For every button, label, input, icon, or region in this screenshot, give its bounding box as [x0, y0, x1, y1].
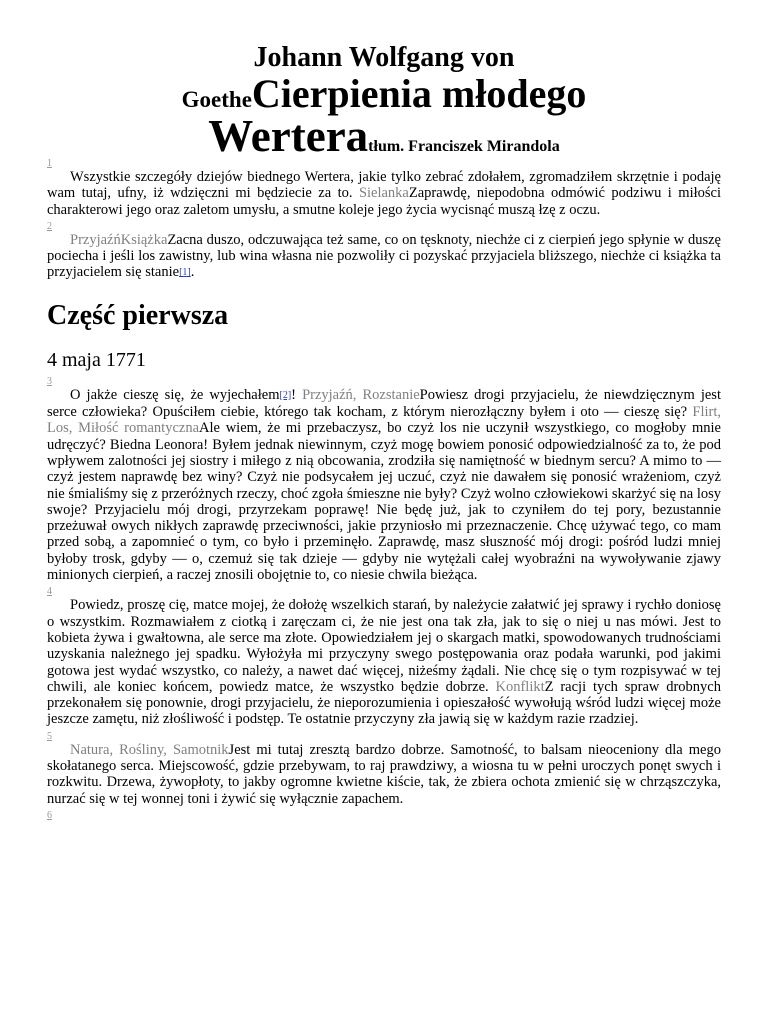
motif-tag: Flirt, Los, Miłość romantyczna [47, 404, 721, 437]
paragraph-text: Wszystkie szczegóły dziejów biednego Wertera, jakie tylko zebrać zdołałem, zgromadziłem skrzętnie i podaję wam tutaj, ufny, iż wdzięczni mi będziecie za to. [47, 169, 721, 202]
paragraph-number-link[interactable]: 6 [47, 809, 52, 821]
title-line-2 [47, 71, 721, 116]
body-paragraph [47, 742, 721, 807]
paragraph-text: ! [291, 386, 303, 403]
book-title-part1: Cierpienia młodego [251, 71, 587, 116]
title-author-line: Johann Wolfgang von [253, 42, 515, 73]
body-paragraph [47, 387, 721, 584]
footnote-link[interactable]: [1] [179, 267, 191, 279]
paragraph-number-link[interactable]: 3 [47, 375, 52, 387]
paragraph-text: . [190, 264, 195, 281]
intro-paragraph [47, 232, 721, 282]
part-heading: Część pierwsza [47, 299, 229, 331]
paragraph-text: Powiesz drogi przyjacielu, że niewdzięcznym jest serce człowieka? Opuściłem ciebie, którego tak kocham, z którym nierozłączny byłem i oto — cieszę się? [47, 386, 721, 421]
intro-paragraph [47, 169, 721, 218]
motif-tag: PrzyjaźńKsiążka [70, 231, 168, 248]
paragraph-number-link[interactable]: 1 [47, 158, 52, 169]
author-surname: Goethe [181, 87, 252, 112]
motif-tag: Konflikt [495, 678, 545, 695]
paragraph-text: Z racji tych spraw drobnych przekonałem się ponownie, drogi przyjacielu, że nieporozumienia i opieszałość wywołują wśród ludzi więcej może jeszcze zamętu, niż złośliwość i podstęp. Te ostatnie przyczyny zła jawią się w każdym razie rzadziej. [47, 678, 721, 728]
paragraph-text: Zacna duszo, odczuwająca też same, co on tęsknoty, niechże ci z cierpień jego spłynie w duszę pociecha i jeśli los zawistny, lub wina własna nie pozwoliły ci pozyskać przyjaciela bliższego, niechże ci książka ta przyjacielem się stanie [47, 231, 721, 281]
paragraph-text: Powiedz, proszę cię, matce mojej, że dołożę wszelkich starań, by należycie załatwić jej sprawy i rychło doniosę o wszystkim. Rozmawiałem z ciotką i zaręczam ci, że nie jest ona tak zła, jak to się o niej u nas mówi. Jest to kobieta żywa i gwałtowna, ale serce ma złote. Opowiedziałem jej o skargach matki, spowodowanych trudnościami uzyskania należnego jej spadku. Wyłożyła mi przyczyny swego postępowania oraz podała warunki, pod jakimi gotowa jest wydać wszystko, co należy, a nawet dać więcej, niżeśmy żądali. Nie chcę się o tym rozpisywać w tej chwili, ale koniec końcem, powiedz matce, że wszystko będzie dobrze. [47, 597, 721, 695]
paragraph-text: Ale wiem, że mi przebaczysz, bo czyż los nie uczynił wszystkiego, co mogłoby mnie udręczyć? Biedna Leonora! Byłem jednak niewinnym, czyż mogę bowiem ponosić odpowiedzialność za to, że pod wpływem zalotności jej siostry i miłego z nią obcowania, zrodziła się namiętność w biednym sercu? A mimo to — czyż jestem naprawdę bez winy? Czyż nie podsycałem jej uczuć, czyż nie dawałem się ponosić wrażeniom, czyż nie śmialiśmy się z przeróżnych rzeczy, choć zgoła śmieszne nie były? Czyż wolno człowiekowi skarżyć się na losy swoje? Przyjacielu mój drogi, przyrzekam poprawę! Nie będę już, jak to czyniłem do tej pory, bezustannie przeżuwał owych nikłych zaprawdę przeciwności, jakie przyniosło mi przeznaczenie. Chcę używać tego, co mam przed sobą, a zapomnieć o tym, co było i przeminęło. Zaprawdę, masz słuszność mój drogi: pośród ludzi mniej byłoby trosk, gdyby — o, czemuż się tak dzieje — gdyby nie wytężali całej wyobraźni na wywoływanie zjawy minionych cierpień, a raczej znosili obojętnie to, co niesie chwila bieżąca. [47, 420, 721, 584]
paragraph-text: Zaprawdę, niepodobna odmówić podziwu i miłości charakterowi jego oraz zaletom umysłu, a smutne koleje jego życia wycisnąć muszą łzę z oczu. [47, 185, 721, 218]
motif-tag: Przyjaźń, Rozstanie [302, 386, 420, 403]
footnote-link[interactable]: [2] [279, 389, 292, 401]
paragraph-text: O jakże cieszę się, że wyjechałem [70, 386, 280, 403]
title-line-3 [47, 111, 721, 161]
date-heading: 4 maja 1771 [47, 348, 146, 371]
motif-tag: Sielanka [358, 185, 409, 202]
book-title-part2: Wertera [208, 111, 369, 161]
paragraph-number-link[interactable]: 4 [47, 586, 52, 598]
document-page [47, 40, 721, 821]
body-paragraph [47, 597, 721, 727]
translator-credit: tłum. Franciszek Mirandola [368, 138, 560, 155]
paragraph-number-link[interactable]: 2 [47, 220, 52, 232]
motif-tag: Natura, Rośliny, Samotnik [70, 741, 229, 758]
paragraph-number-link[interactable]: 5 [47, 730, 52, 742]
paragraph-text: Jest mi tutaj zresztą bardzo dobrze. Samotność, to balsam nieoceniony dla mego skołatanego serca. Miejscowość, gdzie przebywam, to raj prawdziwy, a wiosna tu w pełni uroczych ponęt swych i rozkwitu. Drzewa, żywopłoty, to jakby ogromne kwietne kiście, tak, że zbiera ochota zmienić się w chrząszczyka, nurzać się w tej wonnej toni i żywić się wyłącznie zapachem. [47, 741, 721, 807]
